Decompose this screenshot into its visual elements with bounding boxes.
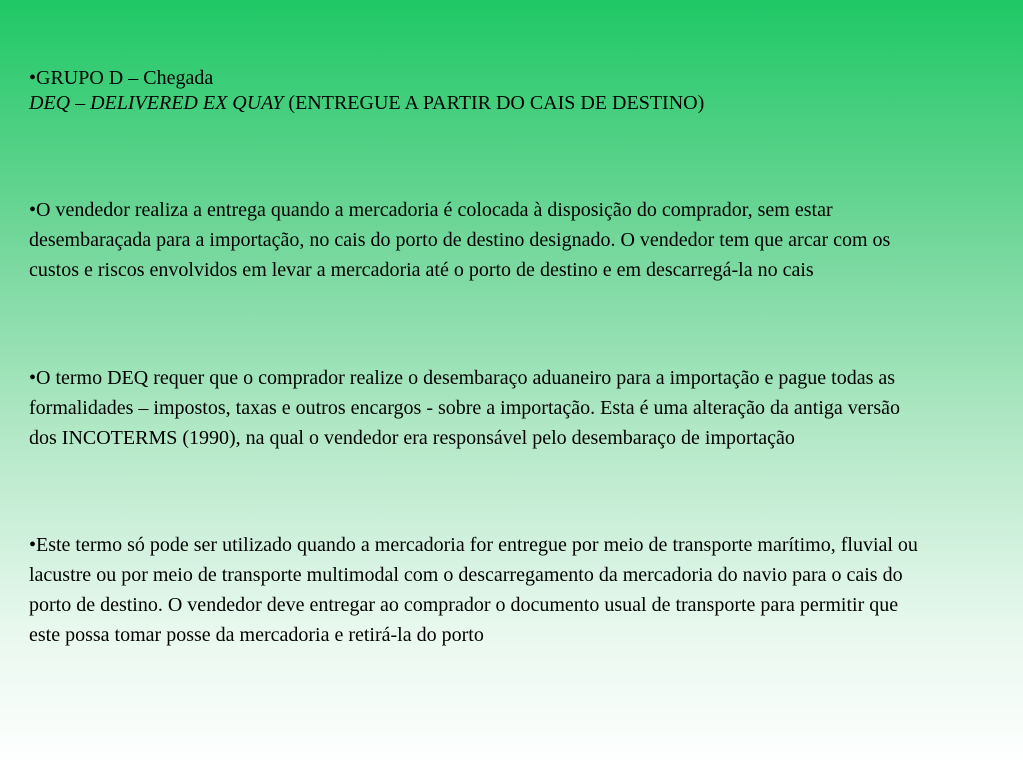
paragraph-delivery: •O vendedor realiza a entrega quando a mercadoria é colocada à disposição do comprador, sem estar desembaraçada para a importação, no cais do porto de destino designado. O vendedor tem que arcar com os custos e riscos envolvidos em levar a mercadoria até o porto de destino e em descarregá-la no cais bbox=[29, 199, 891, 281]
paragraph-customs: •O termo DEQ requer que o comprador realize o desembaraço aduaneiro para a importação e pague todas as formalidades – impostos, taxas e outros encargos - sobre a importação. Esta é uma alteração da antiga versão dos INCOTERMS (1990), na qual o vendedor era responsável pelo desembaraço de importação bbox=[29, 367, 900, 449]
paragraph-transport: •Este termo só pode ser utilizado quando a mercadoria for entregue por meio de transporte marítimo, fluvial ou lacustre ou por meio de transporte multimodal com o descarregamento da mercadoria do navio para o cais do porto de destino. O vendedor deve entregar ao comprador o documento usual de transporte para permitir que este possa tomar posse da mercadoria e retirá-la do porto bbox=[29, 534, 918, 646]
heading-block bbox=[29, 66, 829, 113]
term-name-italic: DEQ – DELIVERED EX QUAY bbox=[29, 92, 284, 114]
slide-heading: •GRUPO D – Chegada bbox=[29, 67, 214, 89]
term-translation: (ENTREGUE A PARTIR DO CAIS DE DESTINO) bbox=[283, 92, 705, 114]
term-subheading bbox=[29, 93, 829, 113]
